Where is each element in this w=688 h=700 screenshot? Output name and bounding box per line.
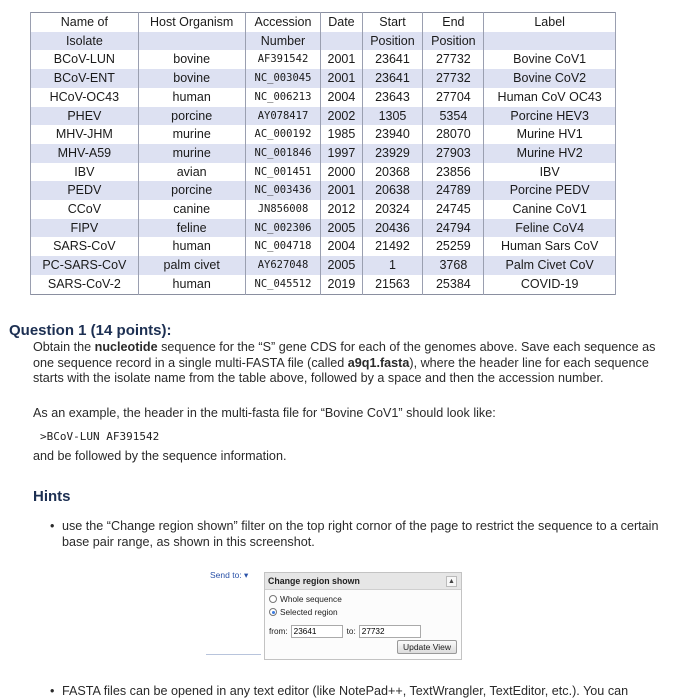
cell-date: 1985: [321, 125, 362, 144]
cell-end: 25259: [423, 237, 484, 256]
cell-label: IBV: [484, 163, 616, 182]
genome-table: [30, 12, 616, 295]
cell-host: human: [138, 275, 245, 294]
cell-isolate: FIPV: [31, 219, 139, 238]
cell-label: Porcine HEV3: [484, 107, 616, 126]
table-body: [31, 50, 616, 294]
cell-host: feline: [138, 219, 245, 238]
cell-end: 24789: [423, 181, 484, 200]
option-whole-sequence[interactable]: [269, 594, 342, 604]
col-header-label: Label: [484, 13, 616, 32]
table-header-row: [31, 13, 616, 32]
cell-start: 23643: [362, 88, 423, 107]
cell-host: avian: [138, 163, 245, 182]
option-selected-region[interactable]: [269, 607, 338, 617]
cell-label: Human CoV OC43: [484, 88, 616, 107]
example-followup: and be followed by the sequence information.: [33, 449, 287, 463]
range-row: [269, 625, 425, 638]
table-row: [31, 125, 616, 144]
cell-date: 2005: [321, 256, 362, 275]
cell-label: Bovine CoV2: [484, 69, 616, 88]
cell-isolate: BCoV-LUN: [31, 50, 139, 69]
bullet-icon: •: [50, 684, 55, 698]
cell-accession: NC_045512: [245, 275, 321, 294]
col-header-date-sub: [321, 32, 362, 51]
example-intro: As an example, the header in the multi-fasta file for “Bovine CoV1” should look like:: [33, 406, 496, 420]
cell-start: 21492: [362, 237, 423, 256]
panel-title: Change region shown: [268, 576, 360, 586]
cell-date: 2000: [321, 163, 362, 182]
col-header-accession: Accession: [245, 13, 321, 32]
cell-start: 20436: [362, 219, 423, 238]
col-header-label-sub: [484, 32, 616, 51]
cell-isolate: BCoV-ENT: [31, 69, 139, 88]
cell-isolate: CCoV: [31, 200, 139, 219]
cell-host: porcine: [138, 181, 245, 200]
cell-isolate: PC-SARS-CoV: [31, 256, 139, 275]
cell-isolate: SARS-CoV-2: [31, 275, 139, 294]
col-header-date: Date: [321, 13, 362, 32]
cell-accession: AC_000192: [245, 125, 321, 144]
table-row: [31, 219, 616, 238]
cell-end: 5354: [423, 107, 484, 126]
example-header-code: >BCoV-LUN AF391542: [40, 430, 160, 443]
cell-start: 1305: [362, 107, 423, 126]
cell-date: 1997: [321, 144, 362, 163]
question-text: Obtain the: [33, 340, 95, 354]
cell-isolate: SARS-CoV: [31, 237, 139, 256]
radio-icon[interactable]: [269, 595, 277, 603]
cell-date: 2019: [321, 275, 362, 294]
table-row: [31, 275, 616, 294]
cell-label: Murine HV1: [484, 125, 616, 144]
cell-start: 21563: [362, 275, 423, 294]
cell-start: 1: [362, 256, 423, 275]
hint-text: use the “Change region shown” filter on the top right cornor of the page to restrict the sequence to a certain base pair range, as shown in this screenshot.: [62, 519, 659, 549]
question-emphasis: nucleotide: [94, 340, 158, 354]
table-row: [31, 181, 616, 200]
option-label: Whole sequence: [280, 594, 342, 604]
table-row: [31, 107, 616, 126]
bullet-icon: •: [50, 519, 55, 533]
table-row: [31, 237, 616, 256]
cell-start: 23641: [362, 69, 423, 88]
cell-start: 23929: [362, 144, 423, 163]
cell-date: 2001: [321, 69, 362, 88]
cell-accession: NC_003436: [245, 181, 321, 200]
cell-end: 23856: [423, 163, 484, 182]
cell-end: 27903: [423, 144, 484, 163]
cell-accession: AY627048: [245, 256, 321, 275]
cell-label: Feline CoV4: [484, 219, 616, 238]
update-view-button[interactable]: Update View: [397, 640, 457, 654]
cell-end: 25384: [423, 275, 484, 294]
cell-host: palm civet: [138, 256, 245, 275]
hint-item: [50, 684, 665, 700]
cell-label: Bovine CoV1: [484, 50, 616, 69]
col-header-end-sub: Position: [423, 32, 484, 51]
cell-end: 24794: [423, 219, 484, 238]
cell-label: Canine CoV1: [484, 200, 616, 219]
to-input[interactable]: [359, 625, 421, 638]
cell-isolate: PHEV: [31, 107, 139, 126]
cell-isolate: MHV-JHM: [31, 125, 139, 144]
cell-label: Human Sars CoV: [484, 237, 616, 256]
table-row: [31, 69, 616, 88]
cell-start: 23940: [362, 125, 423, 144]
col-header-start: Start: [362, 13, 423, 32]
cell-end: 27732: [423, 69, 484, 88]
send-to-menu[interactable]: Send to: ▾: [210, 570, 249, 580]
panel-header[interactable]: [265, 573, 461, 590]
cell-label: Palm Civet CoV: [484, 256, 616, 275]
cell-host: porcine: [138, 107, 245, 126]
embedded-screenshot: [205, 566, 463, 660]
cell-accession: NC_001846: [245, 144, 321, 163]
cell-end: 24745: [423, 200, 484, 219]
cell-start: 20324: [362, 200, 423, 219]
cell-date: 2004: [321, 237, 362, 256]
table-row: [31, 50, 616, 69]
collapse-icon[interactable]: ▲: [446, 576, 457, 587]
col-header-host-sub: [138, 32, 245, 51]
cell-date: 2004: [321, 88, 362, 107]
cell-date: 2002: [321, 107, 362, 126]
cell-label: Porcine PEDV: [484, 181, 616, 200]
cell-isolate: IBV: [31, 163, 139, 182]
question-paragraph: [33, 340, 665, 387]
col-header-host: Host Organism: [138, 13, 245, 32]
cell-isolate: HCoV-OC43: [31, 88, 139, 107]
table-row: [31, 144, 616, 163]
cell-accession: AF391542: [245, 50, 321, 69]
question-text: ), where the header line for each sequence starts with the isolate name from the table above, followed by a space and then the accession number.: [33, 355, 649, 386]
table-row: [31, 256, 616, 275]
cell-host: murine: [138, 144, 245, 163]
cell-host: human: [138, 88, 245, 107]
col-header-accession-sub: Number: [245, 32, 321, 51]
cell-date: 2001: [321, 181, 362, 200]
radio-selected-icon[interactable]: [269, 608, 277, 616]
cell-isolate: MHV-A59: [31, 144, 139, 163]
table-row: [31, 163, 616, 182]
file-name: a9q1.fasta: [347, 355, 410, 370]
hints-title: Hints: [33, 488, 71, 505]
table-row: [31, 88, 616, 107]
cell-start: 20638: [362, 181, 423, 200]
hint-item: [50, 519, 665, 550]
cell-accession: NC_006213: [245, 88, 321, 107]
from-input[interactable]: [291, 625, 343, 638]
cell-date: 2001: [321, 50, 362, 69]
divider: [206, 654, 261, 655]
cell-end: 28070: [423, 125, 484, 144]
cell-accession: NC_002306: [245, 219, 321, 238]
cell-accession: AY078417: [245, 107, 321, 126]
to-label: to:: [346, 627, 356, 636]
question-title: Question 1 (14 points):: [9, 322, 172, 339]
col-header-end: End: [423, 13, 484, 32]
cell-end: 27704: [423, 88, 484, 107]
cell-start: 20368: [362, 163, 423, 182]
cell-accession: NC_001451: [245, 163, 321, 182]
cell-end: 27732: [423, 50, 484, 69]
table-header-row: [31, 32, 616, 51]
cell-label: Murine HV2: [484, 144, 616, 163]
cell-isolate: PEDV: [31, 181, 139, 200]
table-row: [31, 200, 616, 219]
col-header-start-sub: Position: [362, 32, 423, 51]
cell-label: COVID-19: [484, 275, 616, 294]
cell-date: 2005: [321, 219, 362, 238]
col-header-isolate-sub: Isolate: [31, 32, 139, 51]
cell-host: human: [138, 237, 245, 256]
from-label: from:: [269, 627, 288, 636]
cell-host: bovine: [138, 69, 245, 88]
cell-host: bovine: [138, 50, 245, 69]
question-text: sequence for the “S” gene CDS for each of the genomes above. Save each sequence as one sequence record in a single multi-FASTA file (called: [33, 340, 656, 370]
cell-end: 3768: [423, 256, 484, 275]
cell-accession: NC_003045: [245, 69, 321, 88]
cell-host: canine: [138, 200, 245, 219]
change-region-panel: [264, 572, 462, 660]
hint-text: FASTA files can be opened in any text editor (like NotePad++, TextWrangler, TextEditor, etc.). You can: [62, 684, 629, 698]
cell-date: 2012: [321, 200, 362, 219]
option-label: Selected region: [280, 607, 338, 617]
cell-accession: NC_004718: [245, 237, 321, 256]
cell-accession: JN856008: [245, 200, 321, 219]
cell-start: 23641: [362, 50, 423, 69]
col-header-isolate: Name of: [31, 13, 139, 32]
cell-host: murine: [138, 125, 245, 144]
